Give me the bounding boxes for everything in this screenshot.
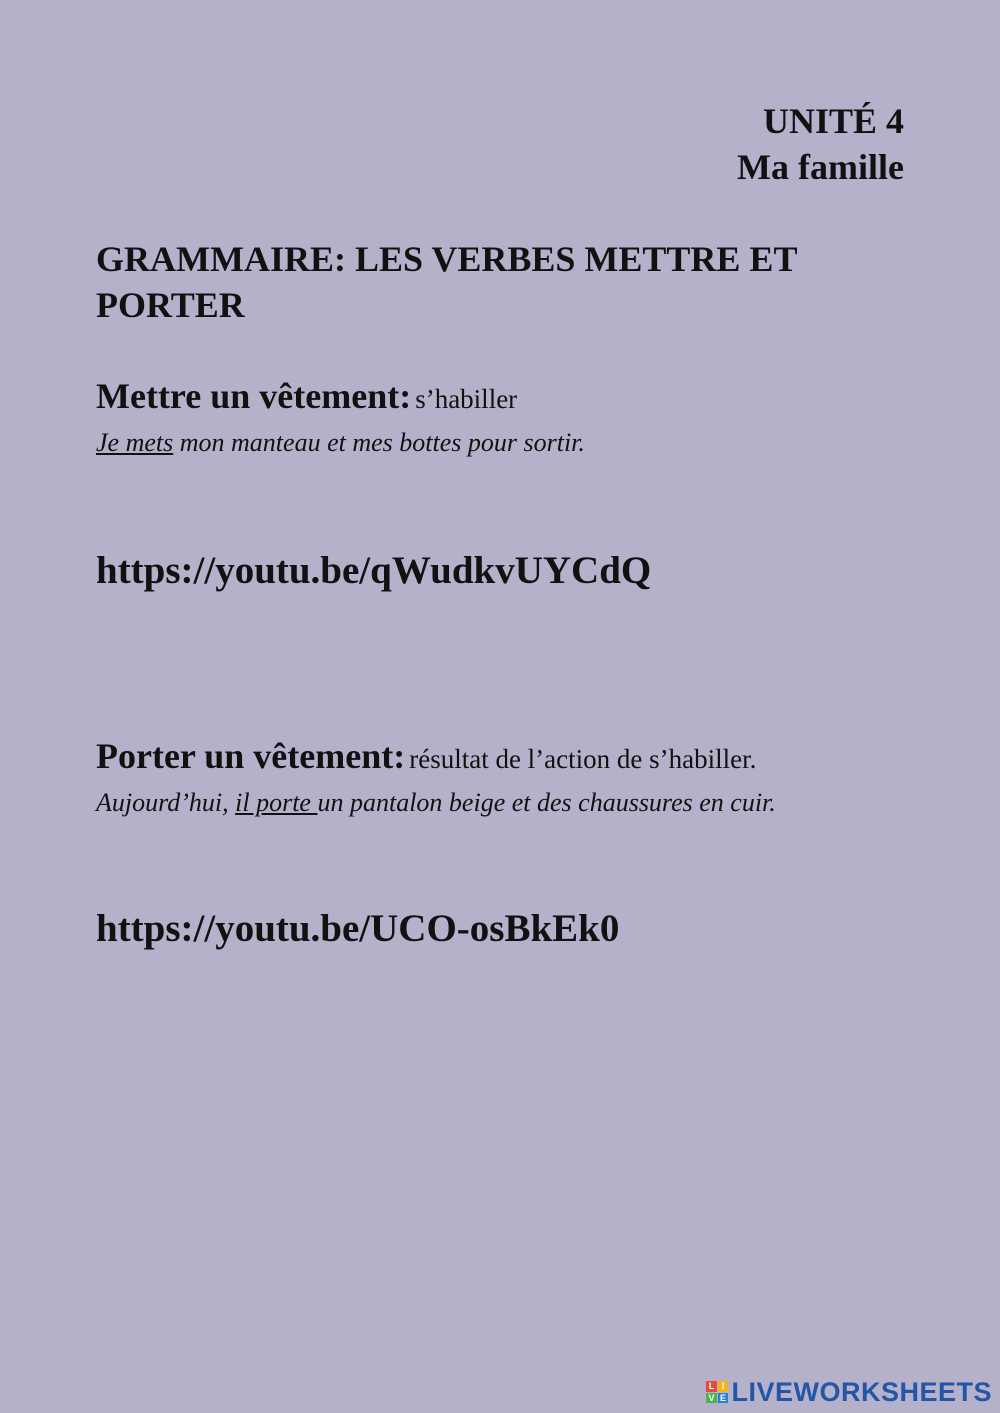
logo-mark-cell: I (718, 1381, 729, 1392)
porter-example-rest: un pantalon beige et des chaussures en cuir. (317, 788, 776, 817)
logo-mark-cell: L (706, 1381, 717, 1392)
porter-section (96, 734, 956, 820)
video-link-porter[interactable]: https://youtu.be/UCO-osBkEk0 (96, 907, 620, 950)
mettre-example-verb: Je mets (96, 428, 174, 457)
mettre-heading: Mettre un vêtement: (96, 376, 412, 416)
porter-definition: résultat de l’action de s’habiller. (409, 744, 757, 774)
liveworksheets-logo-icon (706, 1381, 728, 1403)
mettre-definition: s’habiller (415, 384, 518, 414)
unit-header (737, 98, 904, 190)
logo-mark-cell: V (708, 1392, 715, 1403)
page-title: GRAMMAIRE: LES VERBES METTRE ET PORTER (96, 239, 797, 325)
logo-mark-cell: E (719, 1392, 727, 1403)
liveworksheets-logo[interactable] (706, 1377, 992, 1407)
porter-example-verb: il porte (235, 788, 318, 817)
video-link-mettre[interactable]: https://youtu.be/qWudkvUYCdQ (96, 549, 652, 592)
porter-example-start: Aujourd’hui, (96, 788, 236, 817)
unit-subtitle: Ma famille (737, 147, 904, 187)
porter-heading: Porter un vêtement: (96, 736, 406, 776)
porter-example (96, 786, 956, 820)
mettre-example (96, 426, 956, 460)
unit-number: UNITÉ 4 (762, 101, 904, 141)
mettre-example-rest: mon manteau et mes bottes pour sortir. (173, 428, 585, 457)
liveworksheets-logo-text: LIVEWORKSHEETS (731, 1376, 992, 1407)
mettre-section (96, 374, 956, 460)
